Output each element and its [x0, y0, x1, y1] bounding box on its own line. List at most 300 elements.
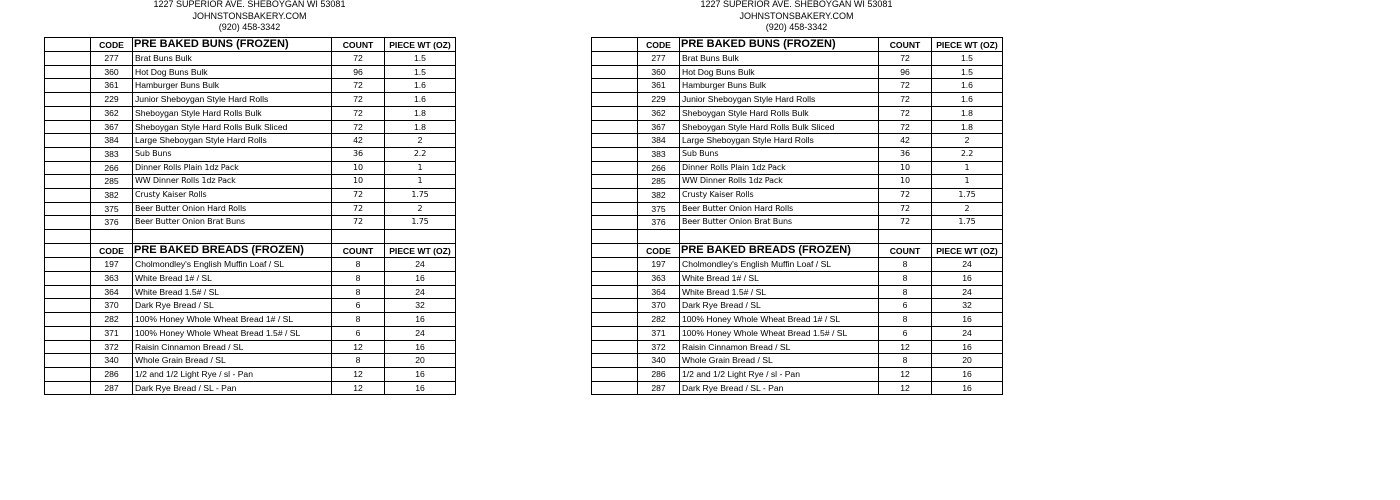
product-description: Brat Buns Bulk [133, 52, 332, 66]
table-row [592, 189, 1003, 203]
empty-cell [45, 216, 91, 230]
product-description: Hamburger Buns Bulk [133, 79, 332, 93]
section-header-row [45, 243, 456, 258]
table-row [45, 354, 456, 368]
product-count: 72 [332, 106, 385, 120]
product-code: 372 [91, 340, 133, 354]
table-row [592, 354, 1003, 368]
product-code: 360 [91, 65, 133, 79]
product-description: Sub Buns [680, 147, 879, 161]
product-description: Crusty Kaiser Rolls [680, 189, 879, 203]
empty-cell [45, 93, 91, 107]
empty-cell [592, 258, 638, 272]
table-row [592, 120, 1003, 134]
piece-weight: 32 [385, 299, 456, 313]
product-count: 72 [332, 189, 385, 203]
product-description: Dinner Rolls Plain 1dz Pack [133, 161, 332, 175]
piece-weight: 1.5 [385, 52, 456, 66]
table-row [45, 202, 456, 216]
product-count: 72 [332, 93, 385, 107]
product-code: 277 [91, 52, 133, 66]
product-count: 12 [879, 367, 932, 381]
table-row [592, 216, 1003, 230]
empty-cell [133, 230, 332, 244]
section-header-row [45, 37, 456, 52]
empty-cell [45, 52, 91, 66]
table-row [45, 120, 456, 134]
product-description: Junior Sheboygan Style Hard Rolls [680, 93, 879, 107]
empty-cell [45, 258, 91, 272]
empty-cell [592, 134, 638, 148]
count-header: COUNT [879, 243, 932, 258]
empty-cell [45, 272, 91, 286]
product-count: 72 [879, 216, 932, 230]
product-code: 367 [91, 120, 133, 134]
product-code: 286 [91, 367, 133, 381]
product-description: Dark Rye Bread / SL [133, 299, 332, 313]
product-description: Whole Grain Bread / SL [680, 354, 879, 368]
empty-cell [592, 340, 638, 354]
product-count: 10 [332, 161, 385, 175]
product-description: Dark Rye Bread / SL - Pan [680, 381, 879, 395]
piece-weight: 16 [385, 381, 456, 395]
table-row [45, 367, 456, 381]
product-code: 360 [638, 65, 680, 79]
product-count: 72 [332, 79, 385, 93]
product-count: 10 [332, 175, 385, 189]
product-description: Beer Butter Onion Brat Buns [680, 216, 879, 230]
table-row [45, 189, 456, 203]
piece-weight: 32 [932, 299, 1003, 313]
code-header: CODE [91, 243, 133, 258]
piece-weight: 16 [385, 272, 456, 286]
product-code: 382 [638, 189, 680, 203]
piece-weight: 1.75 [385, 216, 456, 230]
empty-cell [592, 243, 638, 258]
product-count: 8 [879, 258, 932, 272]
table-row [592, 93, 1003, 107]
table-row [592, 161, 1003, 175]
empty-cell [45, 243, 91, 258]
product-code: 287 [638, 381, 680, 395]
empty-cell [592, 79, 638, 93]
empty-cell [45, 326, 91, 340]
product-code: 229 [638, 93, 680, 107]
empty-cell [45, 37, 91, 52]
bakery-header [591, 0, 1002, 34]
empty-cell [592, 367, 638, 381]
table-row [45, 216, 456, 230]
empty-cell [45, 79, 91, 93]
empty-cell [592, 381, 638, 395]
section-title: PRE BAKED BUNS (FROZEN) [133, 37, 332, 52]
empty-cell [592, 202, 638, 216]
empty-cell [592, 313, 638, 327]
product-count: 8 [879, 272, 932, 286]
product-description: Brat Buns Bulk [680, 52, 879, 66]
product-code: 370 [91, 299, 133, 313]
product-description: Sheboygan Style Hard Rolls Bulk Sliced [133, 120, 332, 134]
empty-cell [592, 189, 638, 203]
empty-cell [45, 230, 91, 244]
empty-cell [592, 326, 638, 340]
product-description: Cholmondley's English Muffin Loaf / SL [680, 258, 879, 272]
weight-header: PIECE WT (OZ) [932, 243, 1003, 258]
count-header: COUNT [332, 243, 385, 258]
product-count: 8 [332, 313, 385, 327]
piece-weight: 1 [932, 175, 1003, 189]
product-code: 362 [91, 106, 133, 120]
piece-weight: 16 [932, 381, 1003, 395]
product-count: 8 [879, 354, 932, 368]
table-row [592, 175, 1003, 189]
product-description: 100% Honey Whole Wheat Bread 1.5# / SL [133, 326, 332, 340]
table-row [45, 52, 456, 66]
piece-weight: 24 [932, 326, 1003, 340]
table-row [592, 313, 1003, 327]
product-count: 6 [879, 326, 932, 340]
product-count: 36 [879, 147, 932, 161]
piece-weight: 1 [932, 161, 1003, 175]
piece-weight: 16 [385, 340, 456, 354]
table-row [45, 65, 456, 79]
product-count: 8 [332, 258, 385, 272]
bakery-website: JOHNSTONSBAKERY.COM [739, 10, 854, 21]
empty-cell [45, 189, 91, 203]
piece-weight: 2 [932, 202, 1003, 216]
table-row [45, 326, 456, 340]
piece-weight: 24 [932, 258, 1003, 272]
table-row [45, 340, 456, 354]
product-code: 197 [91, 258, 133, 272]
piece-weight: 20 [385, 354, 456, 368]
empty-cell [680, 230, 879, 244]
table-row [592, 106, 1003, 120]
piece-weight: 1.5 [932, 52, 1003, 66]
piece-weight: 1.5 [385, 65, 456, 79]
product-description: Large Sheboygan Style Hard Rolls [133, 134, 332, 148]
product-description: 100% Honey Whole Wheat Bread 1# / SL [133, 313, 332, 327]
product-code: 384 [91, 134, 133, 148]
product-description: 100% Honey Whole Wheat Bread 1# / SL [680, 313, 879, 327]
table-row [45, 106, 456, 120]
table-row [45, 272, 456, 286]
product-description: Hot Dog Buns Bulk [680, 65, 879, 79]
product-code: 282 [91, 313, 133, 327]
product-description: 1/2 and 1/2 Light Rye / sl - Pan [680, 367, 879, 381]
product-code: 383 [91, 147, 133, 161]
product-description: Large Sheboygan Style Hard Rolls [680, 134, 879, 148]
empty-cell [592, 354, 638, 368]
piece-weight: 1.75 [932, 216, 1003, 230]
piece-weight: 1.75 [932, 189, 1003, 203]
product-description: WW Dinner Rolls 1dz Pack [133, 175, 332, 189]
piece-weight: 1.8 [385, 106, 456, 120]
empty-cell [45, 354, 91, 368]
empty-cell [45, 134, 91, 148]
product-count: 72 [879, 189, 932, 203]
product-code: 383 [638, 147, 680, 161]
product-code: 363 [91, 272, 133, 286]
product-code: 266 [638, 161, 680, 175]
empty-cell [932, 230, 1003, 244]
spacer-row [592, 230, 1003, 244]
piece-weight: 1 [385, 175, 456, 189]
product-description: White Bread 1.5# / SL [133, 285, 332, 299]
piece-weight: 1.6 [385, 93, 456, 107]
product-count: 72 [332, 216, 385, 230]
empty-cell [592, 299, 638, 313]
empty-cell [45, 147, 91, 161]
section-title: PRE BAKED BREADS (FROZEN) [133, 243, 332, 258]
product-description: 1/2 and 1/2 Light Rye / sl - Pan [133, 367, 332, 381]
table-row [592, 299, 1003, 313]
empty-cell [592, 147, 638, 161]
weight-header: PIECE WT (OZ) [932, 37, 1003, 52]
piece-weight: 16 [932, 272, 1003, 286]
empty-cell [45, 65, 91, 79]
bakery-header [44, 0, 455, 34]
piece-weight: 1.8 [385, 120, 456, 134]
code-header: CODE [638, 243, 680, 258]
product-code: 375 [638, 202, 680, 216]
piece-weight: 16 [932, 367, 1003, 381]
product-count: 72 [332, 120, 385, 134]
piece-weight: 24 [385, 258, 456, 272]
product-description: Beer Butter Onion Brat Buns [133, 216, 332, 230]
piece-weight: 2 [385, 134, 456, 148]
code-header: CODE [91, 37, 133, 52]
product-description: Hamburger Buns Bulk [680, 79, 879, 93]
section-title: PRE BAKED BREADS (FROZEN) [680, 243, 879, 258]
product-count: 36 [332, 147, 385, 161]
product-code: 376 [91, 216, 133, 230]
empty-cell [45, 120, 91, 134]
bakery-address: 1227 SUPERIOR AVE. SHEBOYGAN WI 53081 [700, 0, 893, 9]
bakery-website: JOHNSTONSBAKERY.COM [192, 10, 307, 21]
weight-header: PIECE WT (OZ) [385, 37, 456, 52]
product-count: 12 [332, 340, 385, 354]
spacer-row [45, 230, 456, 244]
piece-weight: 20 [932, 354, 1003, 368]
piece-weight: 1.8 [932, 120, 1003, 134]
table-row [592, 258, 1003, 272]
product-count: 12 [879, 340, 932, 354]
table-row [592, 272, 1003, 286]
empty-cell [45, 285, 91, 299]
table-row [592, 52, 1003, 66]
empty-cell [592, 230, 638, 244]
product-description: Raisin Cinnamon Bread / SL [133, 340, 332, 354]
product-code: 287 [91, 381, 133, 395]
product-count: 72 [332, 52, 385, 66]
product-description: White Bread 1# / SL [680, 272, 879, 286]
product-description: Beer Butter Onion Hard Rolls [133, 202, 332, 216]
table-row [45, 285, 456, 299]
product-code: 340 [638, 354, 680, 368]
product-description: Sheboygan Style Hard Rolls Bulk [680, 106, 879, 120]
table-row [45, 161, 456, 175]
product-code: 370 [638, 299, 680, 313]
product-code: 372 [638, 340, 680, 354]
product-description: Hot Dog Buns Bulk [133, 65, 332, 79]
product-count: 8 [332, 354, 385, 368]
section-header-row [592, 37, 1003, 52]
piece-weight: 16 [932, 340, 1003, 354]
piece-weight: 24 [385, 326, 456, 340]
empty-cell [332, 230, 385, 244]
piece-weight: 1.75 [385, 189, 456, 203]
table-row [45, 134, 456, 148]
product-code: 375 [91, 202, 133, 216]
piece-weight: 1 [385, 161, 456, 175]
bakery-phone: (920) 458-3342 [765, 22, 828, 32]
product-description: Dark Rye Bread / SL [680, 299, 879, 313]
product-count: 10 [879, 175, 932, 189]
count-header: COUNT [332, 37, 385, 52]
product-description: 100% Honey Whole Wheat Bread 1.5# / SL [680, 326, 879, 340]
product-code: 364 [638, 285, 680, 299]
table-row [592, 134, 1003, 148]
piece-weight: 16 [385, 367, 456, 381]
product-code: 371 [638, 326, 680, 340]
count-header: COUNT [879, 37, 932, 52]
product-code: 285 [91, 175, 133, 189]
product-count: 72 [879, 93, 932, 107]
product-table [44, 37, 456, 396]
piece-weight: 2.2 [385, 147, 456, 161]
product-count: 12 [332, 367, 385, 381]
product-description: Sheboygan Style Hard Rolls Bulk Sliced [680, 120, 879, 134]
product-count: 72 [879, 79, 932, 93]
product-count: 6 [332, 326, 385, 340]
product-count: 42 [879, 134, 932, 148]
empty-cell [91, 230, 133, 244]
product-code: 266 [91, 161, 133, 175]
product-code: 361 [91, 79, 133, 93]
table-row [592, 202, 1003, 216]
table-row [45, 79, 456, 93]
product-count: 8 [332, 272, 385, 286]
order-sheet-left [44, 0, 455, 395]
product-description: WW Dinner Rolls 1dz Pack [680, 175, 879, 189]
product-count: 12 [332, 381, 385, 395]
piece-weight: 1.6 [932, 79, 1003, 93]
piece-weight: 2 [932, 134, 1003, 148]
code-header: CODE [638, 37, 680, 52]
empty-cell [45, 381, 91, 395]
product-code: 367 [638, 120, 680, 134]
product-description: Beer Butter Onion Hard Rolls [680, 202, 879, 216]
product-code: 229 [91, 93, 133, 107]
empty-cell [45, 202, 91, 216]
product-count: 10 [879, 161, 932, 175]
product-table [591, 37, 1003, 396]
product-count: 6 [879, 299, 932, 313]
product-count: 12 [879, 381, 932, 395]
piece-weight: 2 [385, 202, 456, 216]
product-description: Sheboygan Style Hard Rolls Bulk [133, 106, 332, 120]
product-code: 362 [638, 106, 680, 120]
empty-cell [385, 230, 456, 244]
empty-cell [45, 106, 91, 120]
table-row [45, 299, 456, 313]
empty-cell [879, 230, 932, 244]
product-count: 6 [332, 299, 385, 313]
weight-header: PIECE WT (OZ) [385, 243, 456, 258]
product-code: 285 [638, 175, 680, 189]
empty-cell [592, 93, 638, 107]
product-description: Junior Sheboygan Style Hard Rolls [133, 93, 332, 107]
empty-cell [45, 313, 91, 327]
product-count: 42 [332, 134, 385, 148]
section-title: PRE BAKED BUNS (FROZEN) [680, 37, 879, 52]
table-row [45, 313, 456, 327]
piece-weight: 24 [932, 285, 1003, 299]
piece-weight: 16 [932, 313, 1003, 327]
empty-cell [592, 161, 638, 175]
empty-cell [45, 340, 91, 354]
table-row [592, 326, 1003, 340]
product-count: 96 [332, 65, 385, 79]
bakery-address: 1227 SUPERIOR AVE. SHEBOYGAN WI 53081 [153, 0, 346, 9]
piece-weight: 2.2 [932, 147, 1003, 161]
table-row [45, 258, 456, 272]
piece-weight: 24 [385, 285, 456, 299]
product-description: White Bread 1.5# / SL [680, 285, 879, 299]
table-row [45, 93, 456, 107]
empty-cell [592, 65, 638, 79]
product-code: 340 [91, 354, 133, 368]
table-row [592, 147, 1003, 161]
product-code: 361 [638, 79, 680, 93]
empty-cell [592, 285, 638, 299]
product-code: 376 [638, 216, 680, 230]
product-description: Raisin Cinnamon Bread / SL [680, 340, 879, 354]
product-count: 8 [879, 313, 932, 327]
product-code: 384 [638, 134, 680, 148]
table-row [45, 175, 456, 189]
product-code: 282 [638, 313, 680, 327]
empty-cell [592, 216, 638, 230]
table-row [592, 367, 1003, 381]
table-row [592, 79, 1003, 93]
empty-cell [592, 37, 638, 52]
product-description: Crusty Kaiser Rolls [133, 189, 332, 203]
product-description: White Bread 1# / SL [133, 272, 332, 286]
section-header-row [592, 243, 1003, 258]
empty-cell [638, 230, 680, 244]
empty-cell [45, 175, 91, 189]
empty-cell [45, 367, 91, 381]
table-row [45, 381, 456, 395]
table-row [592, 340, 1003, 354]
product-count: 8 [332, 285, 385, 299]
product-description: Dark Rye Bread / SL - Pan [133, 381, 332, 395]
product-code: 363 [638, 272, 680, 286]
product-count: 72 [879, 120, 932, 134]
product-count: 72 [879, 106, 932, 120]
table-row [592, 285, 1003, 299]
product-code: 277 [638, 52, 680, 66]
empty-cell [592, 175, 638, 189]
empty-cell [592, 106, 638, 120]
product-code: 286 [638, 367, 680, 381]
piece-weight: 1.5 [932, 65, 1003, 79]
product-description: Cholmondley's English Muffin Loaf / SL [133, 258, 332, 272]
product-description: Dinner Rolls Plain 1dz Pack [680, 161, 879, 175]
product-count: 72 [879, 202, 932, 216]
